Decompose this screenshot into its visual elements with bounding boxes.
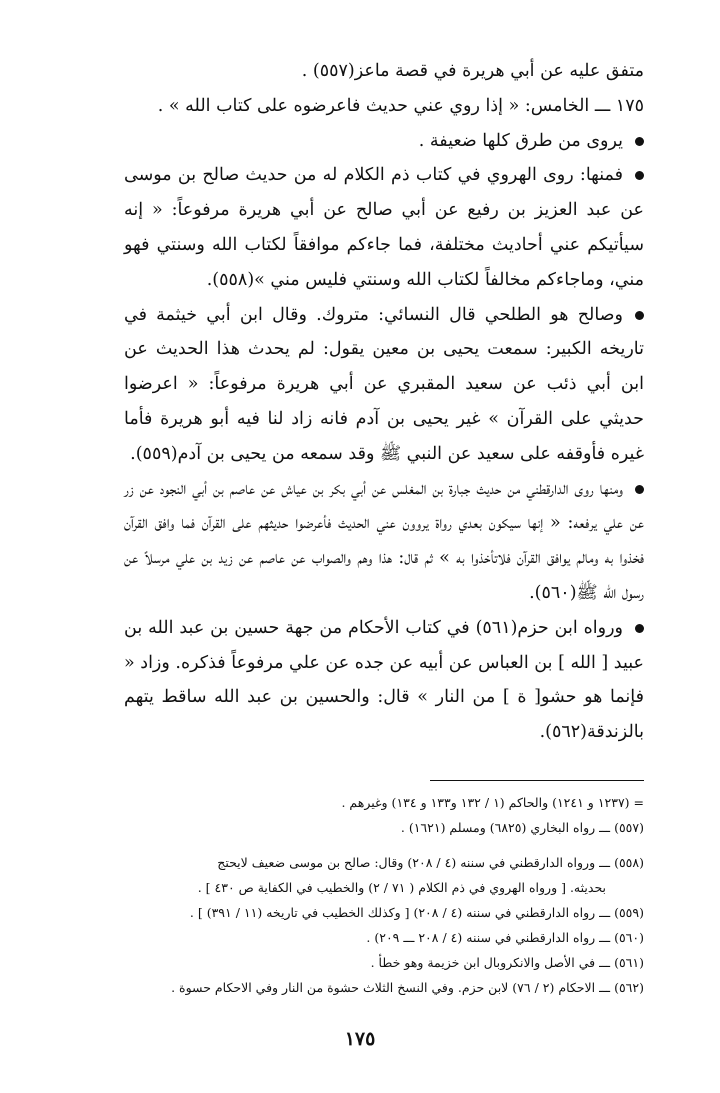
footnote-559: (٥٥٩) ـــ رواه الدارقطني في سننه (٤ / ٢٠٨) [ وكذلك الخطيب في تاريخه (١١ / ٣٩١) ] . <box>189 905 644 920</box>
paragraph-intro: متفق عليه عن أبي هريرة في قصة ماعز(٥٥٧) . <box>301 61 644 81</box>
footnote-560: (٥٦٠) ـــ رواه الدارقطني في سننه (٤ / ٢٠٨ ـــ ٢٠٩) . <box>366 930 644 945</box>
bullet-marker <box>635 485 644 494</box>
paragraph-daraqutni <box>124 472 644 611</box>
footnotes <box>124 790 644 1000</box>
paragraph-talhi <box>124 298 644 472</box>
paragraph-weak-routes <box>124 124 644 159</box>
footnote-558: (٥٥٨) ـــ ورواه الدارقطني في سننه (٤ / ٢٠٨) وقال: صالح بن موسى ضعيف لايحتج <box>217 855 644 870</box>
paragraph-text: ورواه ابن حزم(٥٦١) في كتاب الأحكام من جهة حسين بن عبد الله بن عبيد [ الله ] بن العباس عن أبيه عن جده عن علي مرفوعاً فذكره. وزاد « فإنما هو حشو[ ة ] من النار » قال: والحسين بن عبد الله ساقط يتهم بالزندقة(٥٦٢). <box>124 617 644 743</box>
paragraph-text: ومنها روى الدارقطني من حديث جبارة بن المغلس عن أبي بكر بن عياش عن عاصم بن أبي النجود عن زر عن علي يرفعه: « إنها سيكون بعدي رواة يروون عني الحديث فأعرضوا حديثهم على القرآن فما وافق القرآن فخذوا به ومالم يوافق القرآن فلاتأخذوا به » ثم قال: هذا وهم والصواب عن عاصم عن زيد بن علي مرسلاً عن رسول الله ﷺ(٥٦٠). <box>124 478 644 603</box>
bullet-marker <box>635 624 644 633</box>
main-text <box>124 54 644 750</box>
footnote-557: (٥٥٧) ـــ رواه البخاري (٦٨٢٥) ومسلم (١٦٢١) . <box>400 820 644 835</box>
paragraph-text: فمنها: روى الهروي في كتاب ذم الكلام له من حديث صالح بن موسى عن عبد العزيز بن رفيع عن أبي صالح عن أبي هريرة مرفوعاً: « إنه سيأتيكم عني أحاديث مختلفة، فما جاءكم موافقاً لكتاب الله وسنتي فهو مني، وماجاءكم مخالفاً لكتاب الله وسنتي فليس مني »(٥٥٨). <box>124 165 644 290</box>
paragraph-ibn-hazm <box>124 611 644 750</box>
paragraph-text: وصالح هو الطلحي قال النسائي: متروك. وقال ابن أبي خيثمة في تاريخه الكبير: سمعت يحيى بن معين يقول: لم يحدث هذا الحديث عن ابن أبي ذئب عن سعيد المقبري عن أبي هريرة مرفوعاً: « اعرضوا حديثي على القرآن » غير يحيى بن آدم فانه زاد لنا فيه أبو هريرة فأما غيره فأوقفه على سعيد عن النبي ﷺ وقد سمعه من يحيى بن آدم(٥٥٩). <box>124 304 644 464</box>
paragraph-harawi <box>124 158 644 297</box>
footnote-558-continued: بحديثه. [ ورواه الهروي في ذم الكلام ( ٧١ / ٢) والخطيب في الكفاية ص ٤٣٠ ] . <box>197 880 606 895</box>
footnote-561: (٥٦١) ـــ في الأصل والانكروبال ابن خزيمة وهو خطأ . <box>370 955 644 970</box>
footnote-continuation: = (١٢٣٧ و ١٢٤١) والحاكم (١ / ١٣٢ و١٣٣ و ١٣٤) وغيرهم . <box>341 795 644 810</box>
page-number: ١٧٥ <box>344 1028 376 1050</box>
bullet-marker <box>635 311 644 320</box>
paragraph-text: يروى من طرق كلها ضعيفة . <box>418 130 623 151</box>
footnote-divider <box>430 780 644 781</box>
paragraph-hadith-175: ١٧٥ ـــ الخامس: « إذا روي عني حديث فاعرضوه على كتاب الله » . <box>157 95 644 116</box>
bullet-marker <box>635 137 644 146</box>
footnote-562: (٥٦٢) ـــ الاحكام (٢ / ٧٦) لابن حزم. وفي النسخ الثلاث حشوة من النار وفي الاحكام حسوة . <box>171 980 644 995</box>
bullet-marker <box>635 171 644 180</box>
